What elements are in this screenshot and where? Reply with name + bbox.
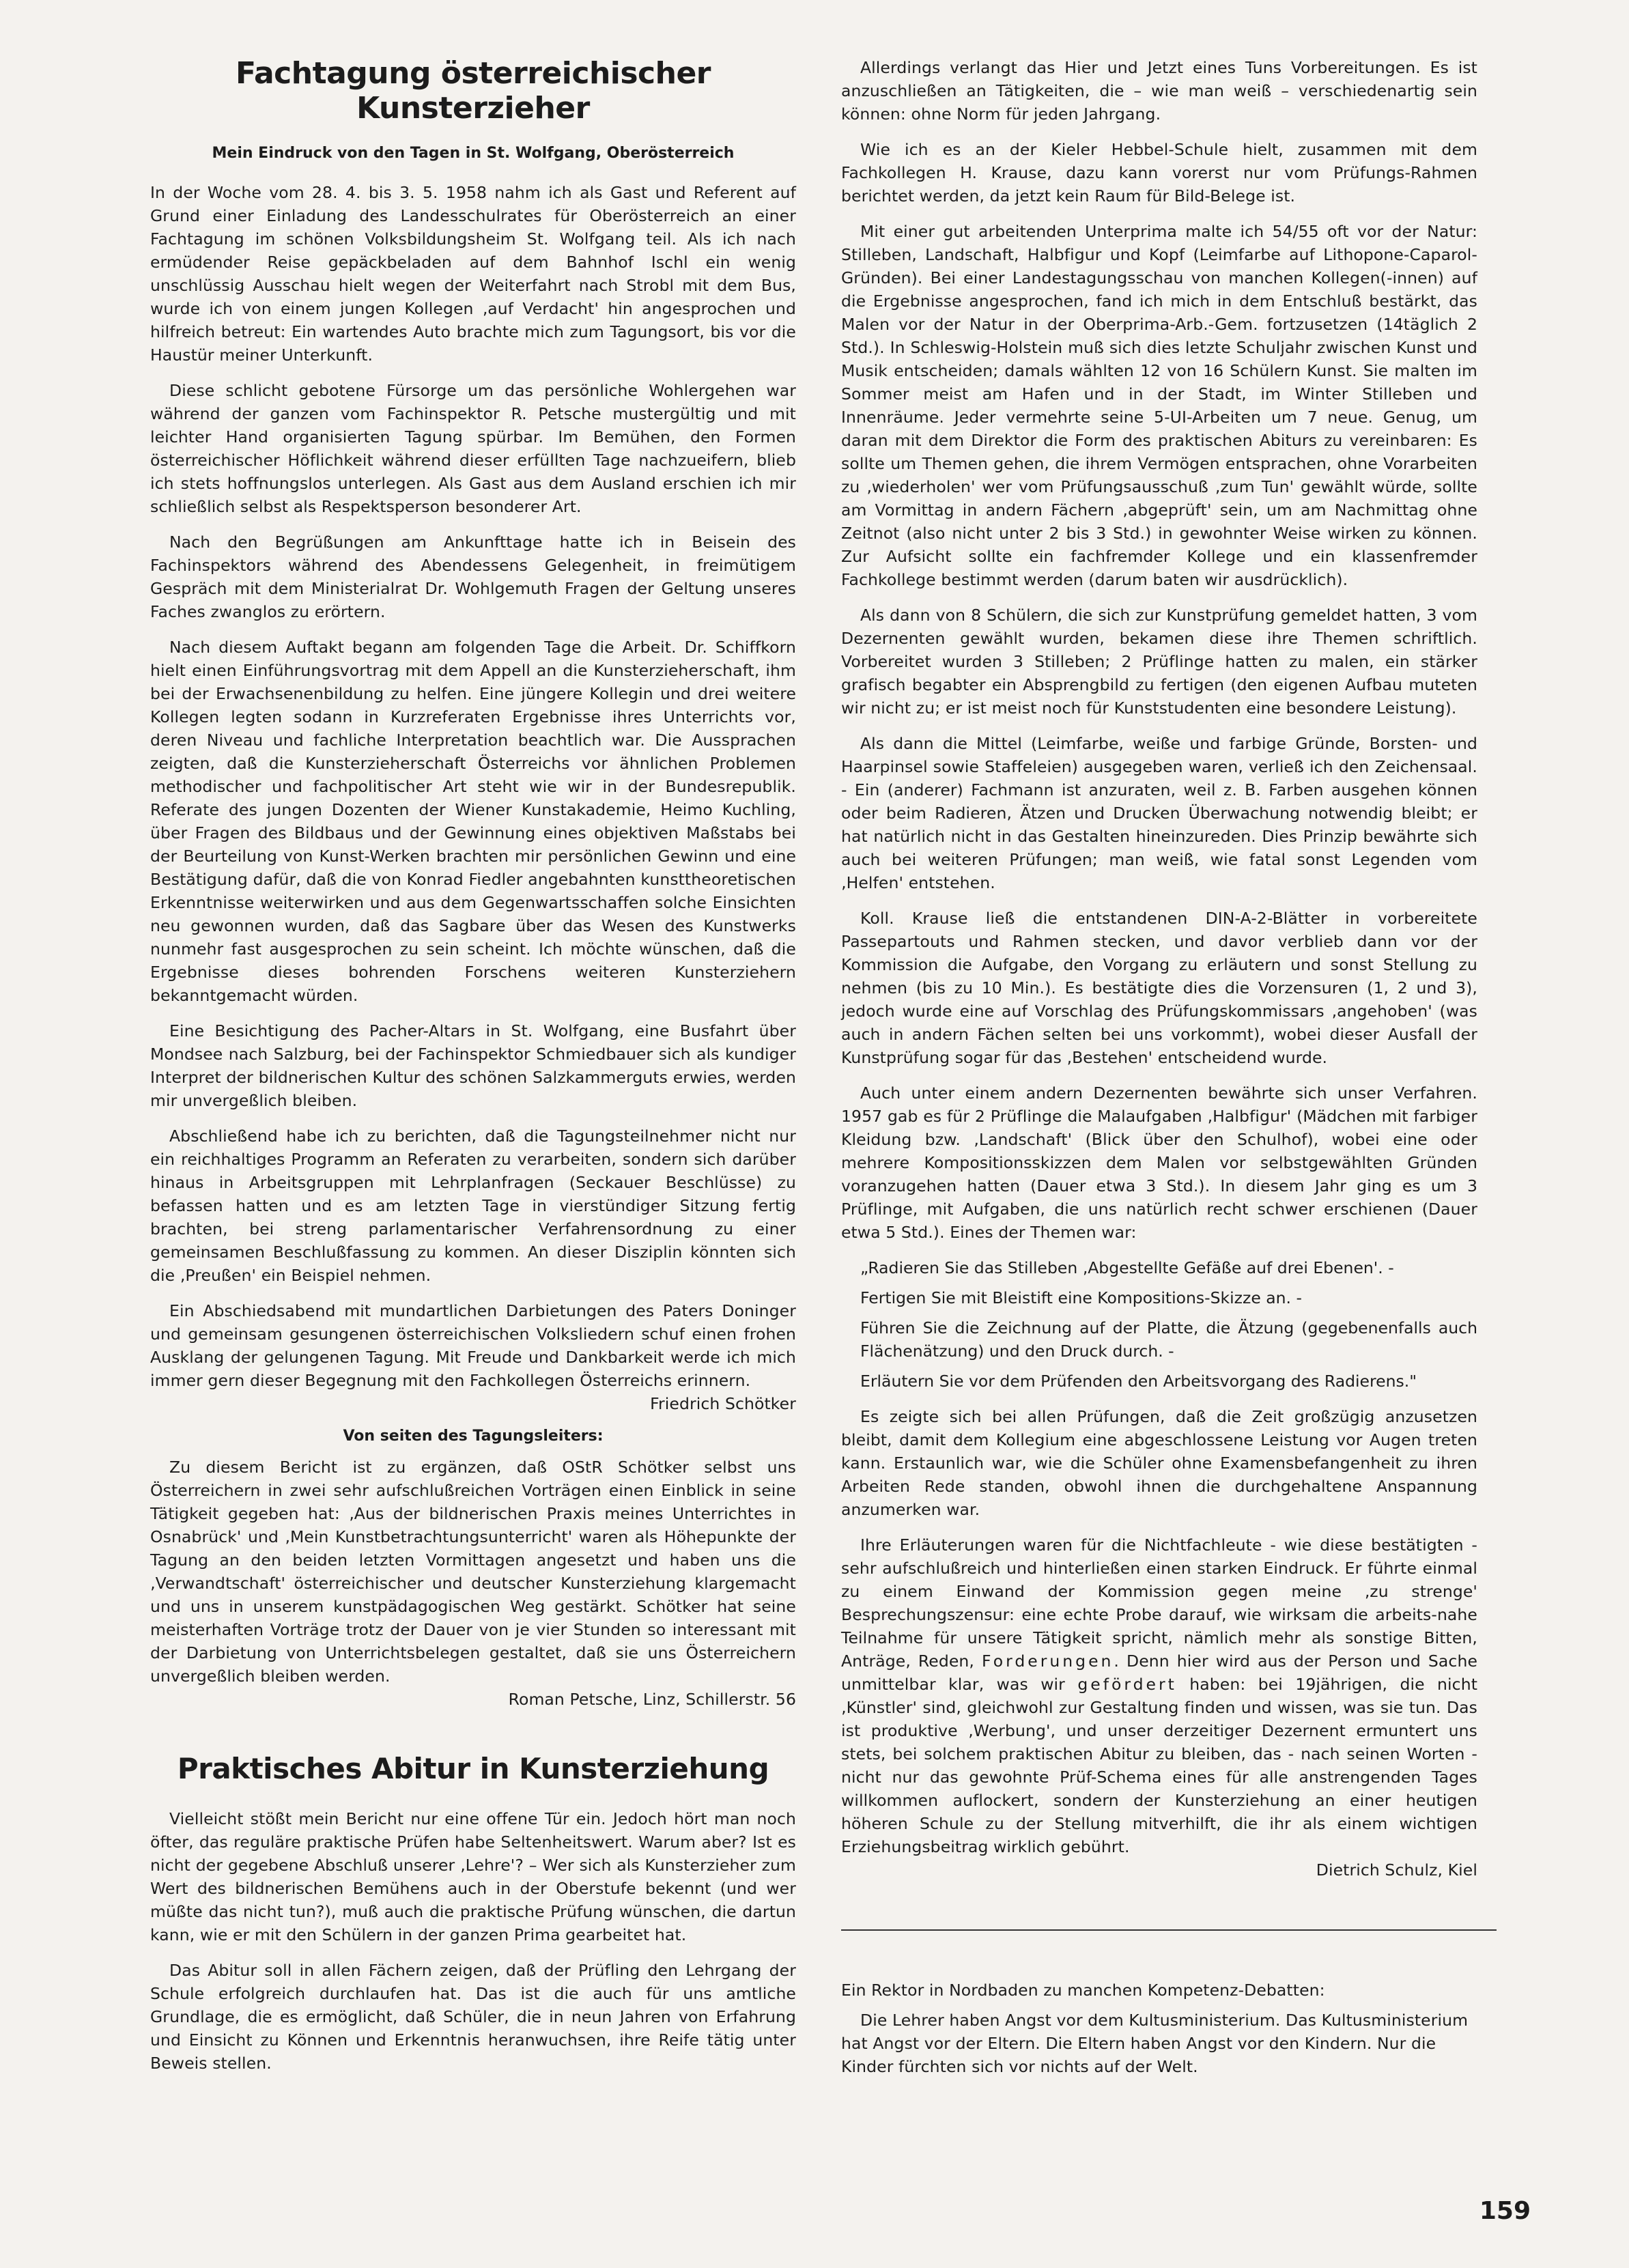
right-column [841,56,1477,2090]
exam-quote-line-1: „Radieren Sie das Stilleben ‚Abgestellte Gefäße auf drei Ebenen'. - [860,1258,1394,1277]
article2-right-paragraph-4: Als dann von 8 Schülern, die sich zur Kunstprüfung gemeldet hatten, 3 vom Dezernenten gewählt wurden, bekamen diese ihre Themen schriftlich. Vorbereitet wurden 3 Stilleben; 2 Prüflinge hatten zu malen, ein stärker grafisch begabter ein Absprengbild zu fertigen (den eigenen Aufbau muteten wir nicht zu; er ist meist noch für Kunststudenten eine besondere Leistung). [841,606,1477,718]
article2-right-paragraph-6: Koll. Krause ließ die entstandenen DIN-A-2-Blätter in vorbereitete Passepartouts und Rahmen stecken, und davor verblieb dann vor der Kommission die Aufgabe, den Vorgang zu erläutern und sonst Stellung zu nehmen (bis zu 10 Min.). Es bestätigte dies die Vorzensuren (1, 2 und 3), jedoch wurde eine auf Vorschlag des Prüfungskommissars ‚angehoben' (was auch in andern Fächen selten bei uns vorkommt), wobei dieser Ausfall der Kunstprüfung sogar für das ‚Bestehen' entscheidend wurde. [841,909,1477,1067]
article2-title: Praktisches Abitur in Kunsterziehung [177,1752,769,1785]
article1-paragraph-4: Nach diesem Auftakt begann am folgenden Tage die Arbeit. Dr. Schiffkorn hielt einen Einführungsvortrag mit dem Appell an die Kunsterzieherschaft, ihm bei der Erwachsenenbildung zu helfen. Eine jüngere Kollegin und drei weitere Kollegen legten sodann in Kurzreferaten Ergebnisse ihres Unterrichts vor, deren Niveau und fachliche Interpretation beachtlich war. Die Aussprachen zeigten, daß die Kunsterzieherschaft Österreichs vor ähnlichen Problemen methodischer und fachpolitischer Art steht wie wir in der Bundesrepublik. Referate des jungen Dozenten der Wiener Kunstakademie, Heimo Kuchling, über Fragen des Bildbaus und der Gewinnung eines objektiven Maßstabs bei der Beurteilung von Kunst-Werken brachten mir persönlichen Gewinn und eine Bestätigung dafür, daß die von Konrad Fiedler angebahnten kunsttheoretischen Erkenntnisse weiterwirken und aus dem Gegenwartsschaffen solche Einsichten neu gewonnen wurden, daß das Sagbare über das Wesen des Kunstwerks nunmehr fast ausgesprochen zu sein scheint. Ich möchte wünschen, daß die Ergebnisse dieses bohrenden Forschens weiteren Kunsterziehern bekanntgemacht würden. [150,638,796,1005]
article2-right-paragraph-7: Auch unter einem andern Dezernenten bewährte sich unser Verfahren. 1957 gab es für 2 Prüflinge die Malaufgaben ‚Halbfigur' (Mädchen mit farbiger Kleidung bzw. ‚Landschaft' (Blick über den Schulhof), wobei eine oder mehrere Kompositionsskizzen dem Malen vor selbstgewählten Gründen voranzugehen hatten (Dauer etwa 3 Std.). In diesem Jahr ging es um 3 Prüflinge, mit Aufgaben, die uns natürlich recht schwer erschienen (Dauer etwa 5 Std.). Eines der Themen war: [841,1083,1477,1242]
final-text-spaced-1: Forderungen [982,1652,1114,1671]
article2-right-paragraph-5: Als dann die Mittel (Leimfarbe, weiße und farbige Gründe, Borsten- und Haarpinsel sowie Staffeleien) ausgegeben waren, verließ ich den Zeichensaal. - Ein (anderer) Fachmann ist anzuraten, weil z. B. Farben ausgehen können oder beim Radieren, Ätzen und Drucken Überwachung notwendig bleibt; er hat natürlich nicht in das Gestalten hineinzureden. Dies Prinzip bewährte sich auch bei weiteren Prüfungen; man weiß, wie fatal sonst Legenden vom ‚Helfen' entstehen. [841,734,1477,892]
article2-right-paragraph-3: Mit einer gut arbeitenden Unterprima malte ich 54/55 oft vor der Natur: Stilleben, Landschaft, Halbfigur und Kopf (Leimfarbe auf Lithopone-Caparol-Gründen). Bei einer Landestagungsschau von manchen Kollegen(-innen) auf die Ergebnisse angesprochen, fand ich mich in dem Entschluß bestärkt, das Malen vor der Natur in der Oberprima-Arb.-Gem. fortzusetzen (14täglich 2 Std.). In Schleswig-Holstein muß sich dies letzte Schuljahr zwischen Kunst und Musik entscheiden; damals wählten 12 von 16 Schülern Kunst. Sie malten im Sommer meist am Hafen und in der Stadt, im Winter Stilleben und Innenräume. Jeder vermehrte seine 5-UI-Arbeiten um 7 neue. Genug, um daran mit dem Direktor die Form des praktischen Abiturs zu vereinbaren: Es sollte um Themen gehen, die ihrem Vermögen entsprachen, ohne Vorarbeiten zu ‚wiederholen' wer vom Prüfungsausschuß ‚zum Tun' gewählt würde, sollte am Vormittag in andern Fächern ‚abgeprüft' sein, um am Nachmittag ohne Zeitnot (also nicht unter 2 bis 3 Std.) in gewohnter Weise wirken zu können. Zur Aufsicht sollte ein fachfremder Kollege und ein klassenfremder Fachkollege bestimmt werden (darum baten wir ausdrücklich). [841,222,1477,589]
article1-paragraph-1: In der Woche vom 28. 4. bis 3. 5. 1958 nahm ich als Gast und Referent auf Grund einer Einladung des Landesschulrates für Oberösterreich an einer Fachtagung im schönen Volksbildungsheim St. Wolfgang teil. Als ich nach ermüdender Reise gepäckbeladen auf dem Bahnhof Ischl ein wenig unschlüssig Ausschau hielt wegen der Weiterfahrt nach Strobl mit dem Bus, wurde ich von einem jungen Kollegen ‚auf Verdacht' hin angesprochen und hilfreich betreut: Ein wartendes Auto brachte mich zum Tagungsort, bis vor die Haustür meiner Unterkunft. [150,183,796,365]
exam-quote-line-2: Fertigen Sie mit Bleistift eine Kompositions-Skizze an. - [860,1288,1302,1307]
article2-right-paragraph-8: Es zeigte sich bei allen Prüfungen, daß die Zeit großzügig anzusetzen bleibt, damit dem Kollegium eine abgeschlossene Leistung vor Augen treten kann. Erstaunlich war, wie die Schüler ohne Examensbefangenheit zu ihren Arbeiten Rede standen, obwohl ihnen die durchgehaltene Anspannung anzumerken war. [841,1407,1477,1519]
final-text-3: haben: bei 19jährigen, die nicht ‚Künstler' sind, gleichwohl zur Gestaltung finden und wissen, was sie tun. Das ist produktive ‚Werbung', und unser derzeitiger Dezernent ermuntert uns stets, bei solchem praktischen Abitur zu bleiben, das - nach seinen Worten - nicht nur das gewohnte Prüf-Schema eines für alle anstrengenden Tages willkommen auflockert, sondern der Kunsterziehung an einer heutigen höheren Schule zu der Stellung mitverhilft, die ihr als einem wichtigen Erziehungsbeitrag wirklich gebührt. [841,1675,1478,1856]
left-column [150,56,796,2087]
article1-subtitle: Mein Eindruck von den Tagen in St. Wolfgang, Oberösterreich [212,145,735,162]
addendum-heading: Von seiten des Tagungsleiters: [343,1428,604,1445]
article1-paragraph-3: Nach den Begrüßungen am Ankunfttage hatte ich in Beisein des Fachinspektors während des Abendessens Gelegenheit, in freimütigem Gespräch mit dem Ministerialrat Dr. Wohlgemuth Fragen der Geltung unseres Faches zwanglos zu erörtern. [150,533,796,621]
aside-text: Die Lehrer haben Angst vor dem Kultusministerium. Das Kultusministerium hat Angst vor der Eltern. Die Eltern haben Angst vor den Kindern. Nur die Kinder fürchten sich vor nichts auf der Welt. [841,2011,1469,2076]
addendum-signature: Roman Petsche, Linz, Schillerstr. 56 [508,1690,796,1709]
final-text-1: Ihre Erläuterungen waren für die Nichtfachleute - wie diese bestätigten - sehr aufschlußreich und hinterließen einen starken Eindruck. Er führte einmal zu einem Einwand der Kommission gegen meine ‚zu strenge' Besprechungszensur: eine echte Probe darauf, wie wirksam die arbeits-nahe Teilnahme für unsere Tätigkeit spricht, nämlich mehr als sonstige Bitten, Anträge, Reden, [841,1535,1477,1671]
article2-signature: Dietrich Schulz, Kiel [1316,1860,1477,1880]
aside-intro: Ein Rektor in Nordbaden zu manchen Kompetenz-Debatten: [841,1981,1325,2000]
addendum-text: Zu diesem Bericht ist zu ergänzen, daß OStR Schötker selbst uns Österreichern in zwei sehr aufschlußreichen Vorträgen einen Einblick in seine Tätigkeit gegeben hat: ‚Aus der bildnerischen Praxis meines Unterrichtes in Osnabrück' und ‚Mein Kunstbetrachtungsunterricht' waren als Höhepunkte der Tagung an den beiden letzten Vormittagen angesetzt und haben uns die ‚Verwandtschaft' österreichischer und deutscher Kunsterziehung klargemacht und uns in unserem kunstpädagogischen Weg gestärkt. Schötker hat seine meisterhaften Vorträge trotz der Dauer von je vier Stunden so interessant mit der Darbietung von Unterrichtsbelegen gestaltet, daß sie uns Österreichern unvergeßlich bleiben werden. [150,1458,796,1686]
article2-right-paragraph-2: Wie ich es an der Kieler Hebbel-Schule hielt, zusammen mit dem Fachkollegen H. Krause, dazu kann vorerst nur vom Prüfungs-Rahmen berichtet werden, da jetzt kein Raum für Bild-Belege ist. [841,140,1477,205]
article2-final-paragraph [841,1533,1477,1858]
section-divider [841,1929,1497,1931]
article1-signature: Friedrich Schötker [650,1394,796,1413]
article2-paragraph-1: Vielleicht stößt mein Bericht nur eine offene Tür ein. Jedoch hört man noch öfter, das reguläre praktische Prüfen habe Seltenheitswert. Warum aber? Ist es nicht der gegebene Abschluß unserer ‚Lehre'? – Wer sich als Kunsterzieher zum Wert des bildnerischen Bemühens auch in der Oberstufe bekennt (und wer müßte das nicht tun?), muß auch die praktische Prüfung wünschen, die dartun kann, wie er mit den Schülern in der ganzen Prima gearbeitet hat. [150,1809,796,1944]
page-number: 159 [1479,2197,1531,2225]
article1-paragraph-2: Diese schlicht gebotene Fürsorge um das persönliche Wohlergehen war während der ganzen vom Fachinspektor R. Petsche mustergültig und mit leichter Hand organisierten Tagung spürbar. Im Bemühen, den Formen österreichischer Höflichkeit während dieser erfüllten Tage nachzueifern, blieb ich stets hoffnungslos unterlegen. Als Gast aus dem Ausland erschien ich mir schließlich selbst als Respektsperson besonderer Art. [150,381,796,516]
exam-quote-line-4: Erläutern Sie vor dem Prüfenden den Arbeitsvorgang des Radierens." [860,1372,1417,1391]
final-text-spaced-2: gefördert [1077,1675,1177,1694]
article2-right-paragraph-1: Allerdings verlangt das Hier und Jetzt eines Tuns Vorbereitungen. Es ist anzuschließen an Tätigkeiten, die – wie man weiß – verschiedenartig sein können: ohne Norm für jeden Jahrgang. [841,58,1477,124]
article1-title: Fachtagung österreichischer Kunsterzieher [236,56,711,126]
exam-quote-line-3: Führen Sie die Zeichnung auf der Platte, die Ätzung (gegebenenfalls auch Flächenätzung) und den Druck durch. - [860,1318,1477,1361]
article1-paragraph-5: Eine Besichtigung des Pacher-Altars in St. Wolfgang, eine Busfahrt über Mondsee nach Salzburg, bei der Fachinspektor Schmiedbauer sich als kundiger Interpret der bildnerischen Kultur des schönen Salzkammerguts erwies, werden mir unvergeßlich bleiben. [150,1021,796,1110]
exam-quote [841,1256,1477,1393]
article1-paragraph-7: Ein Abschiedsabend mit mundartlichen Darbietungen des Paters Doninger und gemeinsam gesungenen österreichischen Volksliedern schuf einen frohen Ausklang der gelungenen Tagung. Mit Freude und Dankbarkeit werde ich mich immer gern dieser Begegnung mit den Fachkollegen Österreichs erinnern. [150,1301,796,1390]
final-text-2: . Denn hier wird aus der Person und Sache unmittelbar klar, was wir [841,1652,1478,1694]
article2-paragraph-2: Das Abitur soll in allen Fächern zeigen, daß der Prüfling den Lehrgang der Schule erfolgreich durchlaufen hat. Das ist die auch für uns amtliche Grundlage, die es ermöglicht, daß Schüler, die in neun Jahren von Erfahrung und Einsicht zu Können und Erkenntnis heranwuchsen, ihre Reife tätig unter Beweis stellen. [150,1961,796,2073]
article1-paragraph-6: Abschließend habe ich zu berichten, daß die Tagungsteilnehmer nicht nur ein reichhaltiges Programm an Referaten zu verarbeiten, sondern sich darüber hinaus in Arbeitsgruppen mit Lehrplanfragen (Seckauer Beschlüsse) zu befassen hatten und es am letzten Tage in vierstündiger Sitzung fertig brachten, bei streng parlamentarischer Verfahrensordnung zu einer gemeinsamen Beschlußfassung zu kommen. An dieser Disziplin könnten sich die ‚Preußen' ein Beispiel nehmen. [150,1126,796,1285]
